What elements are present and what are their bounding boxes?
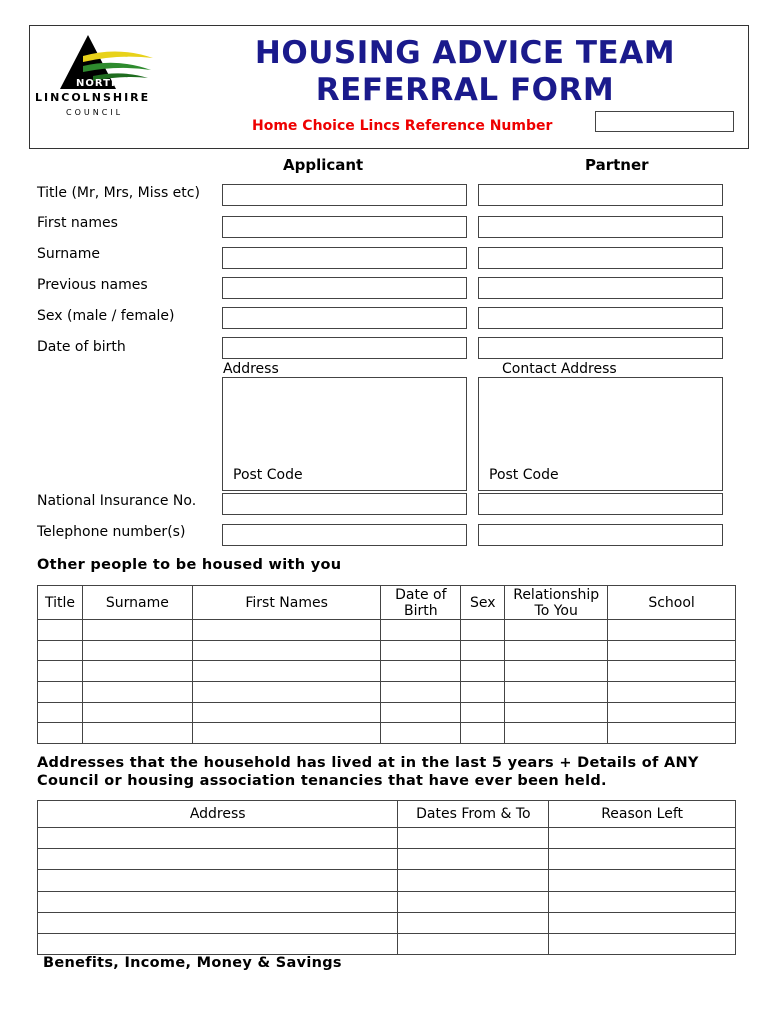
col-first-names: First Names (192, 586, 381, 620)
table-cell[interactable] (549, 912, 736, 933)
table-cell[interactable] (381, 682, 461, 703)
table-cell[interactable] (505, 661, 608, 682)
table-cell[interactable] (38, 640, 83, 661)
table-row (38, 933, 736, 954)
dob-label: Date of birth (37, 339, 126, 355)
table-cell[interactable] (381, 661, 461, 682)
previous-names-label: Previous names (37, 277, 148, 293)
ni-label: National Insurance No. (37, 493, 197, 509)
table-cell[interactable] (192, 682, 381, 703)
table-row (38, 702, 736, 723)
table-header-row (38, 586, 736, 620)
applicant-surname-input[interactable] (222, 247, 467, 269)
applicant-first-names-input[interactable] (222, 216, 467, 238)
address-history-heading-line1: Addresses that the household has lived at in the last 5 years + Details of ANY (37, 755, 699, 771)
partner-first-names-input[interactable] (478, 216, 723, 238)
logo-text-council: COUNCIL (66, 108, 124, 117)
table-cell[interactable] (192, 640, 381, 661)
table-cell[interactable] (38, 870, 398, 891)
applicant-sex-input[interactable] (222, 307, 467, 329)
table-cell[interactable] (38, 912, 398, 933)
table-row (38, 661, 736, 682)
table-cell[interactable] (38, 828, 398, 849)
col-school: School (608, 586, 736, 620)
form-title-line1: HOUSING ADVICE TEAM (254, 35, 676, 71)
table-cell[interactable] (549, 870, 736, 891)
table-cell[interactable] (398, 828, 549, 849)
other-people-heading: Other people to be housed with you (37, 557, 342, 573)
table-row (38, 912, 736, 933)
table-cell[interactable] (549, 828, 736, 849)
table-cell[interactable] (38, 849, 398, 870)
col-surname: Surname (82, 586, 192, 620)
table-cell[interactable] (505, 723, 608, 744)
table-row (38, 640, 736, 661)
table-row (38, 849, 736, 870)
table-cell[interactable] (82, 702, 192, 723)
benefits-heading: Benefits, Income, Money & Savings (43, 955, 342, 971)
partner-surname-input[interactable] (478, 247, 723, 269)
table-cell[interactable] (381, 620, 461, 641)
applicant-previous-names-input[interactable] (222, 277, 467, 299)
table-cell[interactable] (398, 912, 549, 933)
table-cell[interactable] (398, 849, 549, 870)
col-dates: Dates From & To (398, 801, 549, 828)
applicant-dob-input[interactable] (222, 337, 467, 359)
partner-postcode-label: Post Code (489, 467, 559, 483)
partner-sex-input[interactable] (478, 307, 723, 329)
partner-title-input[interactable] (478, 184, 723, 206)
telephone-label: Telephone number(s) (37, 524, 186, 540)
table-cell[interactable] (381, 723, 461, 744)
table-cell[interactable] (381, 640, 461, 661)
address-label: Address (223, 361, 279, 377)
table-row (38, 723, 736, 744)
table-cell[interactable] (608, 640, 736, 661)
table-cell[interactable] (461, 661, 505, 682)
table-cell[interactable] (38, 891, 398, 912)
col-dob: Date of Birth (381, 586, 461, 620)
table-cell[interactable] (192, 702, 381, 723)
table-cell[interactable] (82, 661, 192, 682)
table-cell[interactable] (82, 620, 192, 641)
table-cell[interactable] (192, 661, 381, 682)
table-row (38, 870, 736, 891)
table-cell[interactable] (608, 620, 736, 641)
col-sex: Sex (461, 586, 505, 620)
table-row (38, 828, 736, 849)
reference-label: Home Choice Lincs Reference Number (252, 118, 553, 134)
applicant-postcode-label: Post Code (233, 467, 303, 483)
table-cell[interactable] (461, 620, 505, 641)
table-cell[interactable] (608, 661, 736, 682)
col-reason-left: Reason Left (549, 801, 736, 828)
partner-ni-input[interactable] (478, 493, 723, 515)
table-row (38, 682, 736, 703)
table-cell[interactable] (82, 723, 192, 744)
table-cell[interactable] (549, 849, 736, 870)
table-cell[interactable] (38, 682, 83, 703)
table-cell[interactable] (38, 661, 83, 682)
table-header-row (38, 801, 736, 828)
address-history-table (37, 800, 736, 955)
logo-text-lincolnshire: LINCOLNSHIRE (35, 91, 151, 104)
table-cell[interactable] (192, 620, 381, 641)
col-relationship: Relationship To You (505, 586, 608, 620)
table-cell[interactable] (505, 682, 608, 703)
partner-previous-names-input[interactable] (478, 277, 723, 299)
partner-heading: Partner (585, 156, 649, 174)
surname-label: Surname (37, 246, 100, 262)
partner-telephone-input[interactable] (478, 524, 723, 546)
logo-text-north: NORTH (76, 78, 121, 89)
table-cell[interactable] (461, 640, 505, 661)
table-cell[interactable] (549, 891, 736, 912)
address-history-heading-line2: Council or housing association tenancies that have ever been held. (37, 773, 607, 789)
contact-address-label: Contact Address (502, 361, 617, 377)
table-cell[interactable] (549, 933, 736, 954)
table-cell[interactable] (461, 682, 505, 703)
table-cell[interactable] (38, 702, 83, 723)
table-cell[interactable] (38, 933, 398, 954)
title-label: Title (Mr, Mrs, Miss etc) (37, 185, 200, 201)
table-cell[interactable] (82, 682, 192, 703)
table-cell[interactable] (398, 870, 549, 891)
applicant-title-input[interactable] (222, 184, 467, 206)
table-cell[interactable] (461, 702, 505, 723)
table-cell[interactable] (608, 702, 736, 723)
table-cell[interactable] (398, 933, 549, 954)
table-cell[interactable] (505, 620, 608, 641)
table-cell[interactable] (192, 723, 381, 744)
reference-input[interactable] (595, 111, 734, 132)
table-cell[interactable] (505, 640, 608, 661)
table-cell[interactable] (505, 702, 608, 723)
table-cell[interactable] (461, 723, 505, 744)
applicant-telephone-input[interactable] (222, 524, 467, 546)
applicant-heading: Applicant (283, 156, 364, 174)
table-cell[interactable] (82, 640, 192, 661)
table-cell[interactable] (608, 682, 736, 703)
table-cell[interactable] (38, 723, 83, 744)
col-address: Address (38, 801, 398, 828)
table-cell[interactable] (608, 723, 736, 744)
other-people-table (37, 585, 736, 744)
sex-label: Sex (male / female) (37, 308, 175, 324)
applicant-ni-input[interactable] (222, 493, 467, 515)
table-cell[interactable] (381, 702, 461, 723)
table-cell[interactable] (38, 620, 83, 641)
partner-dob-input[interactable] (478, 337, 723, 359)
first-names-label: First names (37, 215, 118, 231)
table-cell[interactable] (398, 891, 549, 912)
col-title: Title (38, 586, 83, 620)
table-row (38, 891, 736, 912)
form-title-line2: REFERRAL FORM (315, 72, 615, 108)
table-row (38, 620, 736, 641)
